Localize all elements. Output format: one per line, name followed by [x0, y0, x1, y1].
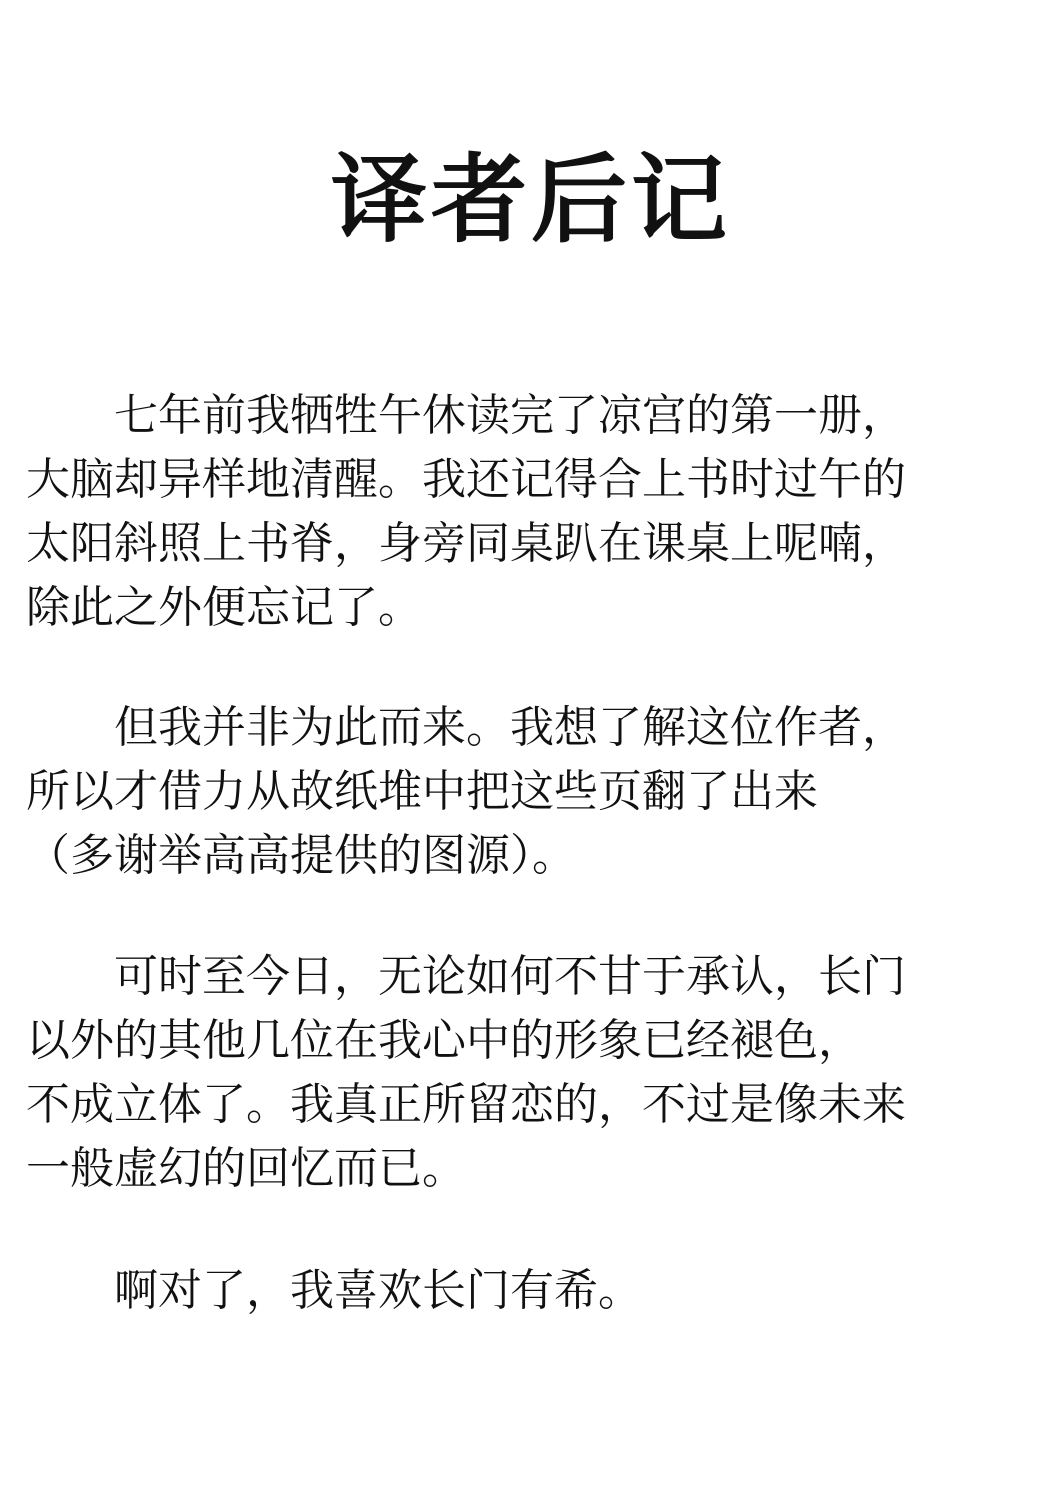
paragraph-line: 七年前我牺牲午休读完了凉宫的第一册，: [114, 390, 906, 441]
paragraph-4: [26, 1259, 1056, 1323]
paragraph-2: [26, 696, 1056, 888]
paragraph-line: 可时至今日，无论如何不甘于承认，长门: [114, 951, 906, 1002]
paragraph-line: 除此之外便忘记了。: [26, 582, 422, 633]
paragraph-line: 所以才借力从故纸堆中把这些页翻了出来: [26, 766, 818, 817]
paragraph-line: 太阳斜照上书脊，身旁同桌趴在课桌上呢喃，: [26, 518, 906, 569]
paragraph-3: [26, 945, 1056, 1201]
paragraph-line: 一般虚幻的回忆而已。: [26, 1143, 466, 1194]
paragraph-line: 啊对了，我喜欢长门有希。: [114, 1265, 642, 1316]
paragraph-1: [26, 384, 1056, 640]
paragraph-line: 大脑却异样地清醒。我还记得合上书时过午的: [26, 454, 906, 505]
paragraph-line: 不成立体了。我真正所留恋的，不过是像未来: [26, 1079, 906, 1130]
paragraph-line: 但我并非为此而来。我想了解这位作者，: [114, 702, 906, 753]
page-title: 译者后记: [331, 144, 731, 256]
paragraph-line: 以外的其他几位在我心中的形象已经褪色，: [26, 1015, 862, 1066]
paragraph-line: （多谢举高高提供的图源）。: [26, 830, 576, 881]
